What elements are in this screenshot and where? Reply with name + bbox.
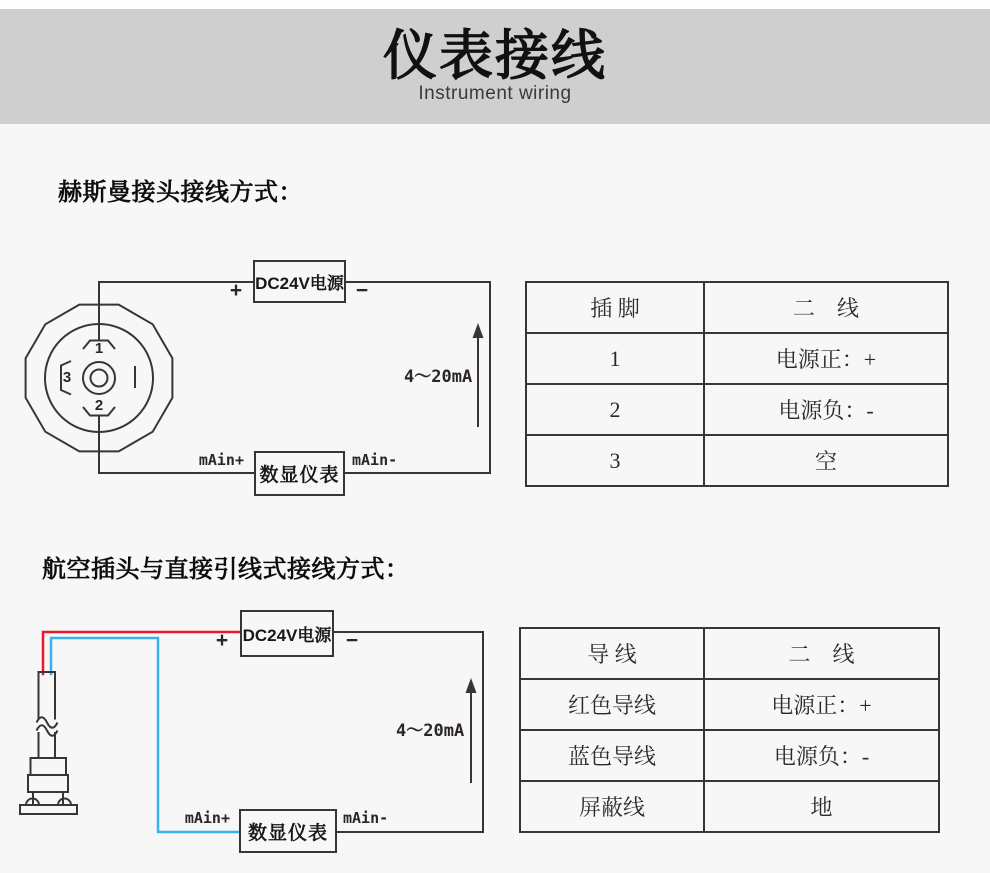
lead-name: 红色导线: [520, 679, 704, 730]
d1-minus-sign: −: [355, 279, 369, 302]
d2-main-plus-label: mAin+: [184, 809, 230, 827]
d1-pin1-label: 1: [94, 340, 104, 357]
pin-number: 2: [526, 384, 704, 435]
page-title: 仪表接线: [383, 25, 607, 86]
table-row: [520, 730, 939, 781]
table-row: [526, 384, 948, 435]
pin-number: 3: [526, 435, 704, 486]
pin-wiring-table: [525, 281, 949, 487]
sensor-probe-drawing: [20, 672, 77, 814]
pin-number: 1: [526, 333, 704, 384]
table-row: [520, 679, 939, 730]
lead-function: 电源正：+: [704, 679, 939, 730]
table-row: [526, 333, 948, 384]
d2-current-range-label: 4～20mA: [396, 721, 465, 741]
diagram2-current-arrow: [466, 678, 477, 783]
hirschmann-connector-drawing: [26, 305, 173, 452]
d2-main-minus-label: mAin-: [343, 809, 389, 827]
arrow-up-icon: [466, 678, 477, 693]
table-row: [520, 781, 939, 832]
col-header-lead: 导 线: [520, 628, 704, 679]
d1-current-range-label: 4～20mA: [404, 367, 473, 387]
pin-function: 空: [704, 435, 948, 486]
d2-display-meter-box: 数显仪表: [239, 809, 337, 853]
d2-power-supply-box: DC24V电源: [240, 610, 334, 657]
d2-plus-sign: +: [215, 629, 229, 652]
header-banner: [0, 9, 990, 124]
section2-heading: 航空插头与直接引线式接线方式：: [42, 556, 410, 583]
col-header-pin: 插 脚: [526, 282, 704, 333]
col-header-two-wire: 二 线: [704, 282, 948, 333]
arrow-up-icon: [473, 323, 484, 338]
page-subtitle: Instrument wiring: [418, 83, 572, 105]
d1-power-supply-box: DC24V电源: [253, 260, 346, 303]
lead-function: 地: [704, 781, 939, 832]
lead-function: 电源负：-: [704, 730, 939, 781]
d1-plus-sign: +: [229, 279, 243, 302]
col-header-two-wire: 二 线: [704, 628, 939, 679]
lead-name: 蓝色导线: [520, 730, 704, 781]
blue-wire: [51, 638, 239, 832]
d1-main-minus-label: mAin-: [352, 451, 398, 469]
section1-heading: 赫斯曼接头接线方式：: [58, 179, 303, 206]
lead-wiring-table: [519, 627, 940, 833]
d1-main-plus-label: mAin+: [198, 451, 244, 469]
top-strip: [0, 0, 990, 9]
table-row: [526, 435, 948, 486]
pin-function: 电源正：+: [704, 333, 948, 384]
d2-minus-sign: −: [345, 629, 359, 652]
d1-pin2-label: 2: [94, 397, 104, 414]
lead-name: 屏蔽线: [520, 781, 704, 832]
d1-pin3-label: 3: [62, 369, 72, 386]
pin-function: 电源负：-: [704, 384, 948, 435]
d1-display-meter-box: 数显仪表: [254, 451, 345, 496]
diagram1-current-arrow: [473, 323, 484, 427]
table-header-row: [520, 628, 939, 679]
table-header-row: [526, 282, 948, 333]
